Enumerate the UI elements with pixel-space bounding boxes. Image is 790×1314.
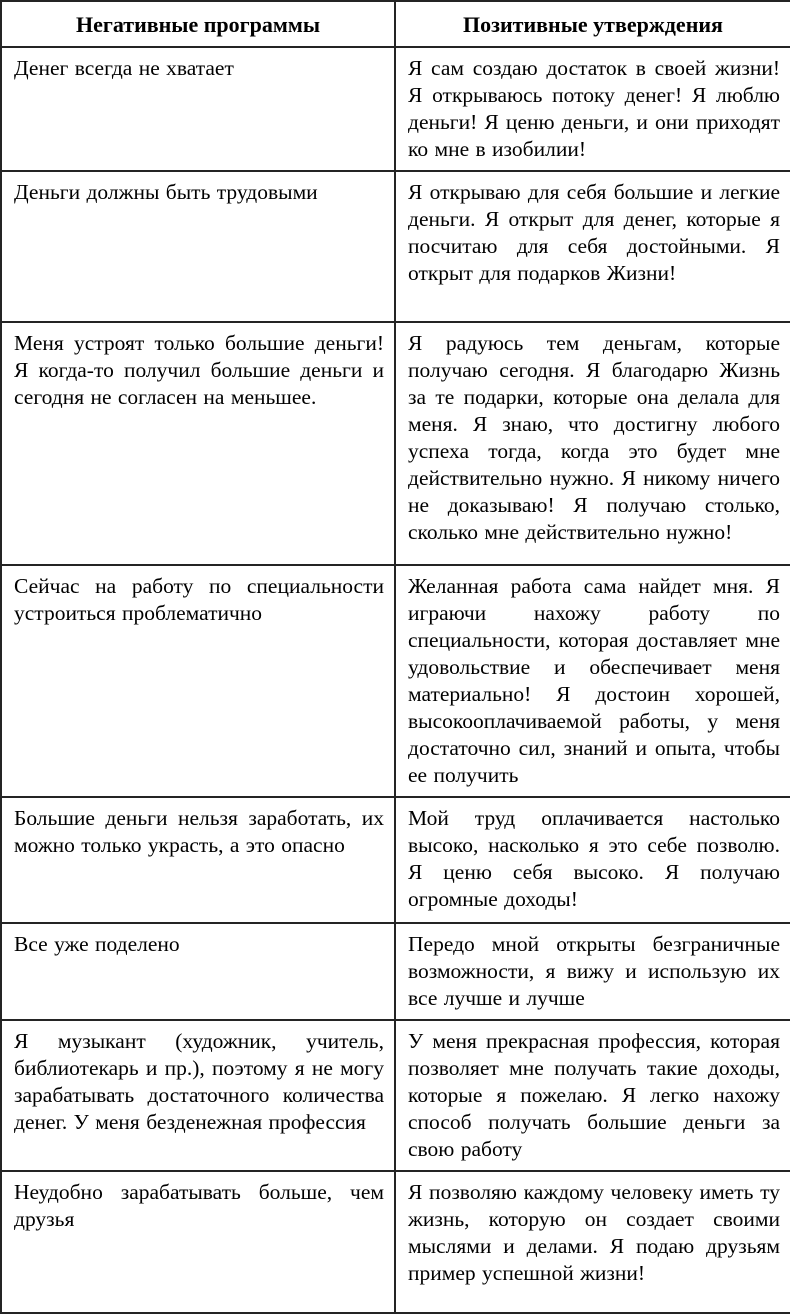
column-header-positive: Позитивные утверждения [395,1,790,47]
negative-cell: Сейчас на работу по специальности устроиться проблематично [1,565,395,797]
table-row [1,47,790,171]
table-row [1,1020,790,1171]
negative-cell: Денег всегда не хватает [1,47,395,171]
table-row [1,1171,790,1313]
negative-cell: Все уже поделено [1,923,395,1020]
negative-cell: Неудобно зарабатывать больше, чем друзья [1,1171,395,1313]
positive-cell: Я позволяю каждому человеку иметь ту жизнь, которую он создает своими мыслями и делами. Я подаю друзьям пример успешной жизни! [395,1171,790,1313]
positive-cell: Желанная работа сама найдет мня. Я играючи нахожу работу по специальности, которая доставляет мне удовольствие и обеспечивает меня материально! Я достоин хорошей, высокооплачиваемой работы, у меня достаточно сил, знаний и опыта, чтобы ее получить [395,565,790,797]
table-row [1,171,790,322]
negative-cell: Большие деньги нельзя заработать, их можно только украсть, а это опасно [1,797,395,923]
positive-cell: Я сам создаю достаток в своей жизни! Я открываюсь потоку денег! Я люблю деньги! Я ценю деньги, и они приходят ко мне в изобилии! [395,47,790,171]
positive-cell: У меня прекрасная профессия, которая позволяет мне получать такие доходы, которые я пожелаю. Я легко нахожу способ получать большие деньги за свою работу [395,1020,790,1171]
negative-cell: Деньги должны быть трудовыми [1,171,395,322]
table-row [1,923,790,1020]
table-row [1,322,790,565]
table-row [1,797,790,923]
positive-cell: Я радуюсь тем деньгам, которые получаю сегодня. Я благодарю Жизнь за те подарки, которые она делала для меня. Я знаю, что достигну любого успеха тогда, когда это будет мне действительно нужно. Я никому ничего не доказываю! Я получаю столько, сколько мне действительно нужно! [395,322,790,565]
positive-cell: Передо мной открыты безграничные возможности, я вижу и использую их все лучше и лучше [395,923,790,1020]
negative-cell: Я музыкант (художник, учитель, библиотекарь и пр.), поэтому я не могу зарабатывать достаточного количества денег. У меня безденежная профессия [1,1020,395,1171]
positive-cell: Я открываю для себя большие и легкие деньги. Я открыт для денег, которые я посчитаю для себя достойными. Я открыт для подарков Жизни! [395,171,790,322]
header-row [1,1,790,47]
column-header-negative: Негативные программы [1,1,395,47]
negative-cell: Меня устроят только большие деньги! Я когда-то получил большие деньги и сегодня не согласен на меньшее. [1,322,395,565]
positive-cell: Мой труд оплачивается настолько высоко, насколько я это себе позволю. Я ценю себя высоко. Я получаю огромные доходы! [395,797,790,923]
table-row [1,565,790,797]
